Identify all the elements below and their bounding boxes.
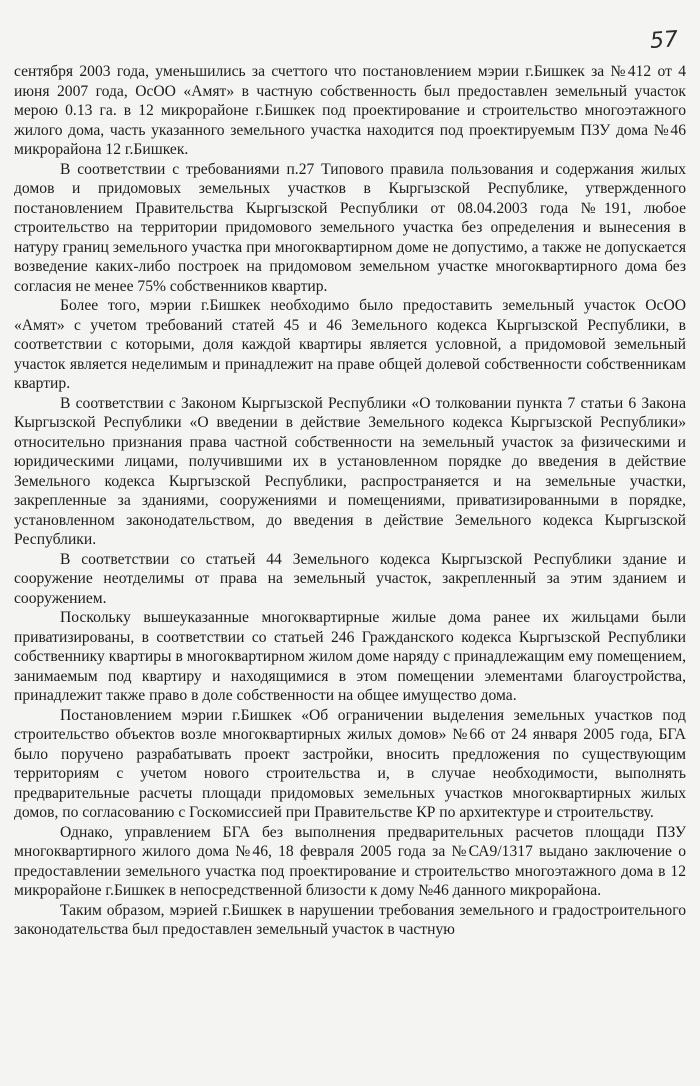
paragraph-1: сентября 2003 года, уменьшились за счеттого что постановлением мэрии г.Бишкек за №412 от 4 июня 2007 года, ОсОО «Амят» в частную собственность был предоставлен земельный участок мерою 0.13 га. в 12 микрорайоне г.Бишкек под проектирование и строительство многоэтажного жилого дома, часть указанного земельного участка находится под проектируемым ПЗУ дома №46 микрорайона 12 г.Бишкек. bbox=[14, 63, 686, 158]
paragraph-5: В соответствии со статьей 44 Земельного кодекса Кыргызской Республики здание и сооружение неотделимы от права на земельный участок, закрепленный за этим зданием и сооружением. bbox=[14, 550, 686, 607]
paragraph-4: В соответствии с Законом Кыргызской Республики «О толковании пункта 7 статьи 6 Закона Кыргызской Республики «О введении в действие Земельного кодекса Кыргызской Республики» относительно признания права частной собственности на земельный участок за физическими и юридическими лицами, получившими их в установленном порядке до введения в действие Земельного кодекса Кыргызской Республики, распространяется и на земельные участки, закрепленные за зданиями, сооружениями и помещениями, приватизированными в порядке, установленном законодательством, до введения в действие Земельного кодекса Кыргызской Республики. bbox=[14, 394, 686, 548]
paragraph-6: Поскольку вышеуказанные многоквартирные жилые дома ранее их жильцами были приватизированы, в соответствии со статьей 246 Гражданского кодекса Кыргызской Республики собственнику квартиры в многоквартирном жилом доме наряду с принадлежащим ему помещением, занимаемым под квартиру и находящимися в этом помещении элементами благоустройства, принадлежит также право в доле собственности на общее имущество дома. bbox=[14, 609, 686, 704]
paragraph-2: В соответствии с требованиями п.27 Типового правила пользования и содержания жилых домов и придомовых земельных участков в Кыргызской Республике, утвержденного постановлением Правительства Кыргызской Республики от 08.04.2003 года №191, любое строительство на территории придомового земельного участка без определения и вынесения в натуру границ земельного участка при многоквартирном доме не допустимо, а также не допускается возведение каких-либо построек на придомовом земельном участке многоквартирного дома без согласия не менее 75% собственников квартир. bbox=[14, 160, 686, 295]
paragraph-8: Однако, управлением БГА без выполнения предварительных расчетов площади ПЗУ многоквартирного жилого дома №46, 18 февраля 2005 года за №СА9/1317 выдано заключение о предоставлении земельного участка под проектирование и строительство многоэтажного дома в 12 микрорайоне г.Бишкек в непосредственной близости к дому №46 данного микрорайона. bbox=[14, 823, 686, 899]
paragraph-7: Постановлением мэрии г.Бишкек «Об ограничении выделения земельных участков под строительство объектов возле многоквартирных жилых домов» №66 от 24 января 2005 года, БГА было поручено разрабатывать проект застройки, вносить предложения по существующим территориям с учетом нового строительства и, в случае необходимости, выполнять предварительные расчеты площади придомовых земельных участков многоквартирных жилых домов, по согласованию с Госкомиссией при Правительстве КР по архитектуре и строительству. bbox=[14, 706, 686, 821]
page-number: 57 bbox=[649, 27, 679, 54]
document-body bbox=[14, 62, 686, 940]
paragraph-3: Более того, мэрии г.Бишкек необходимо было предоставить земельный участок ОсОО «Амят» с учетом требований статей 45 и 46 Земельного кодекса Кыргызской Республики, в соответствии с которыми, доля каждой квартиры является условной, а придомовой земельный участок является неделимым и принадлежит на праве общей долевой собственности собственникам квартир. bbox=[14, 297, 686, 392]
paragraph-9: Таким образом, мэрией г.Бишкек в нарушении требования земельного и градостроительного законодательства был предоставлен земельный участок в частную bbox=[14, 901, 686, 938]
